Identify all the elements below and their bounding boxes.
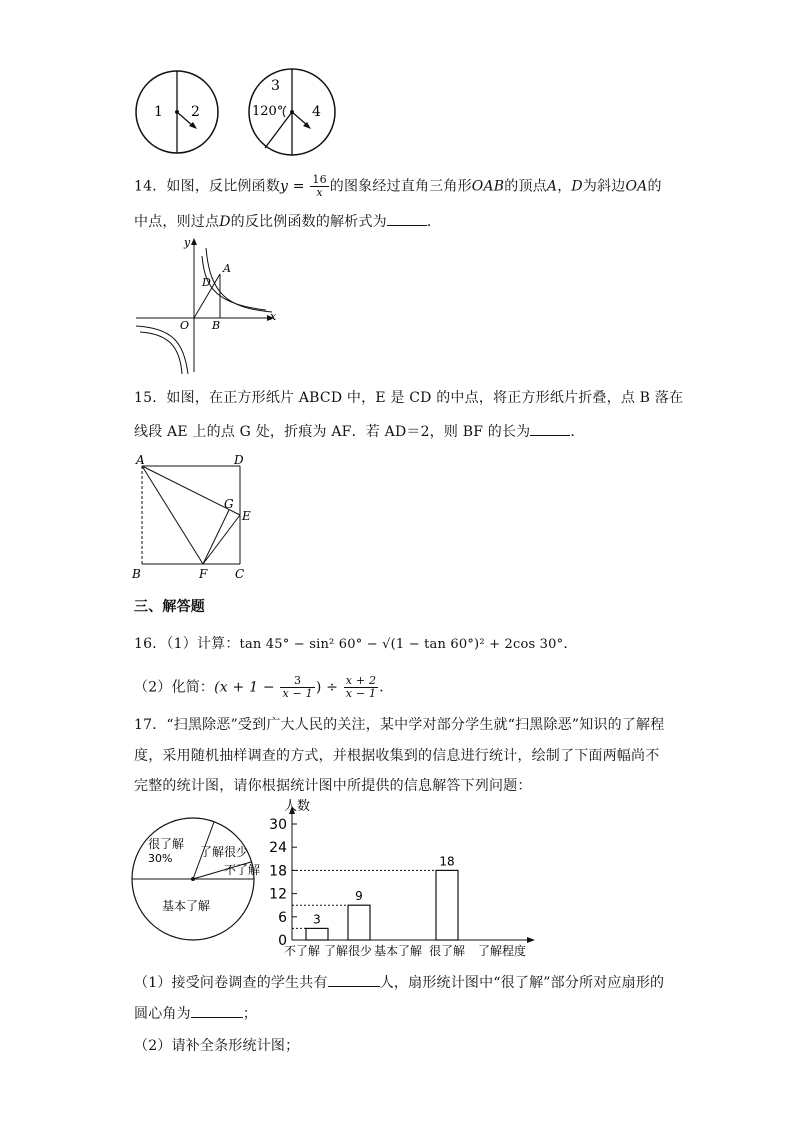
q15-fig-D: D bbox=[234, 453, 244, 467]
q15-answer-blank[interactable] bbox=[530, 421, 570, 436]
q17-line1-text: “扫黑除恶”受到广大人民的关注，某中学对部分学生就“扫黑除恶”知识的了解程 bbox=[166, 717, 665, 733]
q17-sub1-b: 人，扇形统计图中“很了解”部分所对应扇形的 bbox=[379, 975, 665, 991]
bar-x-axis-arrow bbox=[527, 937, 535, 943]
q14-line2 bbox=[134, 211, 441, 232]
q14-text-a: 如图，反比例函数 bbox=[166, 178, 281, 195]
q16-part1-expr: tan 45° − sin² 60° − √(1 − tan 60°)² + 2cos 30° bbox=[239, 637, 564, 652]
q14-text-g: D bbox=[571, 178, 583, 195]
q14-fig-D: D bbox=[202, 276, 211, 289]
q14-text-f: ， bbox=[557, 178, 572, 195]
bar-category-label: 基本了解 bbox=[373, 944, 423, 958]
q17-students-blank[interactable] bbox=[328, 972, 380, 987]
q14-func-y: y bbox=[280, 178, 289, 195]
bar-data-label: 3 bbox=[313, 912, 321, 927]
q14-line2-d: ． bbox=[426, 214, 442, 230]
q17-bar-chart bbox=[262, 796, 552, 961]
q16-part2 bbox=[134, 675, 393, 700]
spinner-right-angle: 120° bbox=[252, 104, 284, 119]
q14-figure bbox=[132, 234, 282, 376]
bar-y-tick-label: 0 bbox=[278, 933, 287, 949]
q17-sub2: （2）请补全条形统计图； bbox=[134, 1038, 300, 1054]
q16-part2-open: (x + 1 − bbox=[214, 679, 280, 696]
q14-text-d: 的顶点 bbox=[504, 178, 547, 195]
spinner-right-label-4: 4 bbox=[312, 104, 321, 120]
q16-fraction-2-den: x − 1 bbox=[345, 687, 377, 700]
q16-fraction-1 bbox=[280, 675, 314, 700]
q15-figure bbox=[128, 450, 263, 585]
q14-text-b: 的图象经过直角三角形 bbox=[329, 178, 472, 195]
pie-label-basic: 基本了解 bbox=[162, 899, 211, 913]
bar-data-label: 9 bbox=[355, 889, 363, 904]
q17-sub1-line2 bbox=[134, 1003, 257, 1024]
spinner-left-label-1: 1 bbox=[154, 104, 163, 120]
q14-line2-b: D bbox=[219, 214, 231, 230]
spinners-figure bbox=[128, 68, 343, 160]
q14-hyperbola-inner-3 bbox=[140, 332, 182, 374]
bar-category-label: 了解很少 bbox=[323, 944, 373, 958]
q14-func-eq: = bbox=[288, 178, 310, 195]
bar-y-tick-label: 12 bbox=[269, 886, 287, 903]
pie-label-none: 不了解 bbox=[224, 863, 261, 877]
spinner-left-label-2: 2 bbox=[191, 104, 200, 120]
q14-text-c: OAB bbox=[471, 178, 505, 195]
q16-fraction-2 bbox=[344, 675, 378, 700]
bar-y-label: 人数 bbox=[284, 799, 311, 814]
q17-pie-chart bbox=[130, 812, 265, 947]
q14-text-h: 为斜边 bbox=[582, 178, 626, 195]
q15-line2-end: ． bbox=[570, 424, 585, 440]
q14-hyperbola-outer-3 bbox=[136, 326, 188, 374]
q17-line1 bbox=[134, 715, 664, 735]
bar-y-tick-label: 6 bbox=[278, 909, 287, 926]
q15-line1-text: 如图，在正方形纸片 ABCD 中，E 是 CD 的中点，将正方形纸片折叠，点 B 落在 bbox=[166, 390, 684, 406]
q14-line2-a: 中点，则过点 bbox=[134, 214, 220, 230]
bar-category-label: 不了解 bbox=[283, 944, 321, 958]
bar-y-tick-label: 18 bbox=[269, 863, 287, 880]
q16-fraction-2-num: x + 2 bbox=[345, 674, 377, 687]
q16-fraction-1-den: x − 1 bbox=[282, 687, 313, 700]
q14-fig-x: x bbox=[270, 310, 277, 323]
q16-part1-label: （1）计算： bbox=[166, 636, 240, 652]
q15-FE bbox=[203, 515, 240, 564]
q14-fraction-num: 16 bbox=[312, 173, 327, 186]
q15-fig-F: F bbox=[199, 567, 208, 581]
q14-fig-y: y bbox=[184, 236, 191, 249]
bar-data-label: 18 bbox=[439, 854, 455, 869]
q14-line1 bbox=[134, 174, 662, 199]
q14-fig-A: A bbox=[223, 262, 231, 275]
q14-text-e: A bbox=[546, 178, 558, 195]
q16-part1-end: ． bbox=[563, 636, 578, 652]
q17-sub1-line1 bbox=[134, 972, 664, 993]
q14-fig-B: B bbox=[212, 319, 221, 332]
q14-text-i: OA bbox=[625, 178, 648, 195]
q15-FG bbox=[203, 510, 229, 564]
pie-label-very-pct: 30% bbox=[148, 852, 173, 865]
bar-x-label: 了解程度 bbox=[477, 944, 527, 958]
q15-fig-C: C bbox=[235, 567, 245, 581]
q14-line2-c: 的反比例函数的解析式为 bbox=[230, 214, 387, 230]
section3-title: 三、解答题 bbox=[134, 599, 205, 615]
q17-sub1-d: ； bbox=[242, 1006, 258, 1022]
q14-answer-blank[interactable] bbox=[387, 211, 427, 226]
q17-angle-blank[interactable] bbox=[191, 1003, 243, 1018]
q17-sub1-a: （1）接受问卷调查的学生共有 bbox=[134, 975, 328, 991]
q15-line2-text: 线段 AE 上的点 G 处，折痕为 AF．若 AD＝2，则 BF 的长为 bbox=[134, 424, 531, 440]
q15-fig-E: E bbox=[242, 509, 251, 523]
q15-number: 15． bbox=[134, 390, 167, 406]
spinner-right-label-3: 3 bbox=[271, 78, 280, 94]
q14-text-j: 的 bbox=[647, 178, 662, 195]
q15-fig-G: G bbox=[224, 497, 234, 511]
q17-line2: 度，采用随机抽样调查的方式，并根据收集到的信息进行统计，绘制了下面两幅尚不 bbox=[134, 748, 660, 764]
q15-line2 bbox=[134, 421, 585, 442]
q17-line3: 完整的统计图，请你根据统计图中所提供的信息解答下列问题： bbox=[134, 778, 532, 794]
q16-fraction-1-num: 3 bbox=[280, 675, 314, 688]
q15-fig-B: B bbox=[132, 567, 141, 581]
bar bbox=[306, 928, 328, 940]
q16-part2-close: ) ÷ bbox=[315, 679, 343, 696]
q16-number: 16． bbox=[134, 636, 167, 652]
q14-fraction bbox=[310, 174, 328, 199]
q16-part2-end: ． bbox=[379, 679, 394, 696]
q17-sub1-c: 圆心角为 bbox=[134, 1006, 191, 1022]
bar bbox=[348, 905, 370, 940]
q14-fraction-den: x bbox=[316, 186, 323, 199]
q15-fig-A: A bbox=[136, 453, 145, 467]
q15-line1 bbox=[134, 388, 683, 408]
q16-part1 bbox=[134, 634, 578, 655]
q17-number: 17． bbox=[134, 717, 167, 733]
pie-label-little: 了解很少 bbox=[200, 845, 249, 859]
q16-part2-label: （2）化简： bbox=[134, 679, 215, 696]
q14-number: 14． bbox=[134, 178, 167, 195]
bar bbox=[436, 870, 458, 940]
bar-y-tick-label: 30 bbox=[269, 817, 287, 833]
bar-y-tick-label: 24 bbox=[269, 840, 287, 857]
q14-fig-O: O bbox=[180, 319, 190, 332]
bar-category-label: 很了解 bbox=[428, 944, 466, 958]
q14-hyperbola-inner-1 bbox=[202, 256, 266, 310]
pie-label-very: 很了解 bbox=[148, 837, 185, 851]
